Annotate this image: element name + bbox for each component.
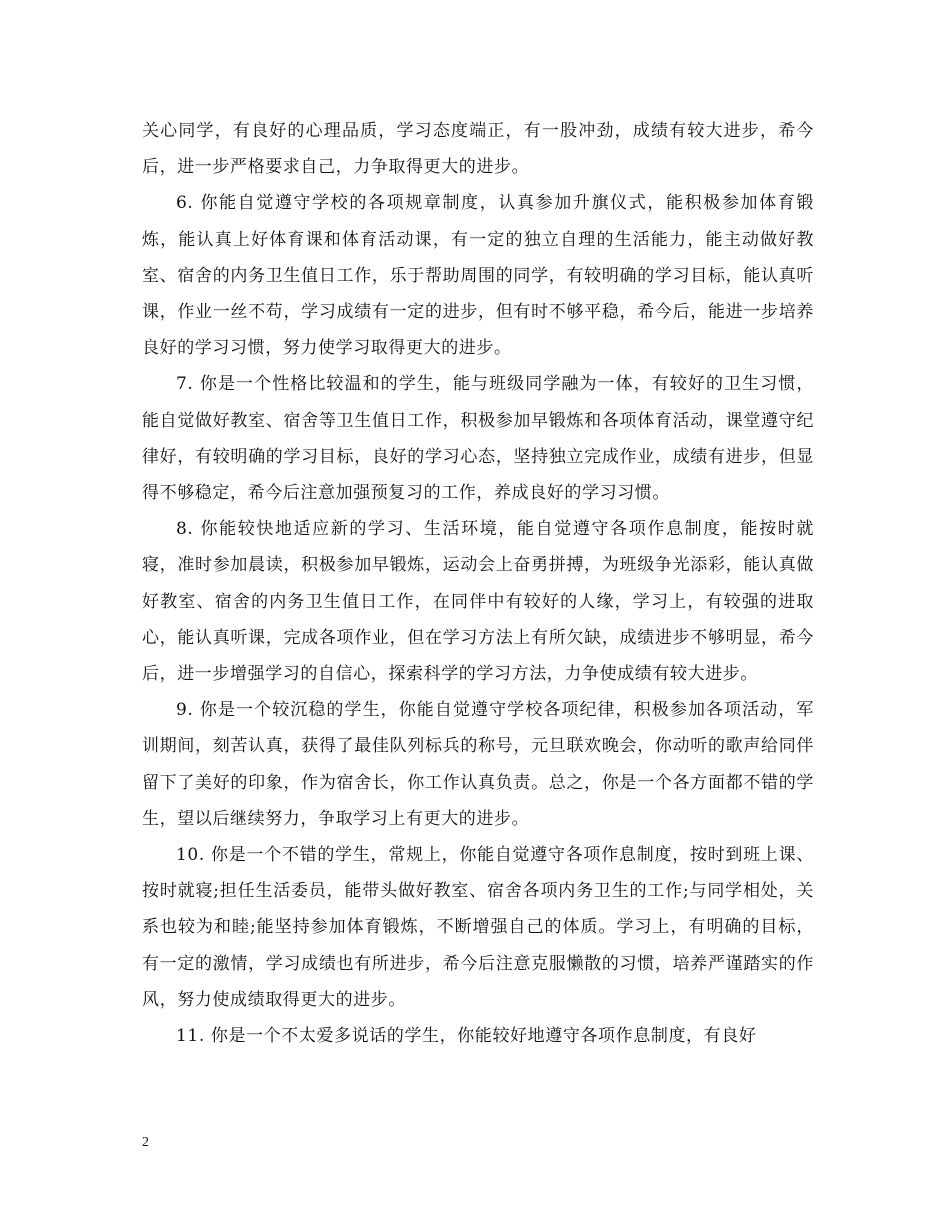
paragraph-item-7: 7. 你是一个性格比较温和的学生，能与班级同学融为一体，有较好的卫生习惯，能自觉做好教室、宿舍等卫生值日工作，积极参加早锻炼和各项体育活动，课堂遵守纪律好，有较明确的学习目标，良好的学习心态，坚持独立完成作业，成绩有进步，但显得不够稳定，希今后注意加强预复习的工作，养成良好的学习习惯。 [142,374,814,504]
paragraph-item-6: 6. 你能自觉遵守学校的各项规章制度，认真参加升旗仪式，能积极参加体育锻炼，能认真上好体育课和体育活动课，有一定的独立自理的生活能力，能主动做好教室、宿舍的内务卫生值日工作，乐于帮助周围的同学，有较明确的学习目标，能认真听课，作业一丝不苟，学习成绩有一定的进步，但有时不够平稳，希今后，能进一步培养良好的学习习惯，努力使学习取得更大的进步。 [142,193,814,359]
paragraph-item-8: 8. 你能较快地适应新的学习、生活环境，能自觉遵守各项作息制度，能按时就寝，准时参加晨读，积极参加早锻炼，运动会上奋勇拼搏，为班级争光添彩，能认真做好教室、宿舍的内务卫生值日工作，在同伴中有较好的人缘，学习上，有较强的进取心，能认真听课，完成各项作业，但在学习方法上有所欠缺，成绩进步不够明显，希今后，进一步增强学习的自信心，探索科学的学习方法，力争使成绩有较大进步。 [142,519,814,685]
paragraph-continuation: 关心同学，有良好的心理品质，学习态度端正，有一股冲劲，成绩有较大进步，希今后，进一步严格要求自己，力争取得更大的进步。 [142,121,814,178]
paragraph-item-11: 11. 你是一个不太爱多说话的学生，你能较好地遵守各项作息制度，有良好 [176,1026,757,1047]
page-number: 2 [142,1135,149,1150]
paragraph-item-10: 10. 你是一个不错的学生，常规上，你能自觉遵守各项作息制度，按时到班上课、按时就寝;担任生活委员，能带头做好教室、宿舍各项内务卫生的工作;与同学相处，关系也较为和睦;能坚持参加体育锻炼，不断增强自己的体质。学习上，有明确的目标，有一定的激情，学习成绩也有所进步，希今后注意克服懒散的习惯，培养严谨踏实的作风，努力使成绩取得更大的进步。 [142,845,814,1010]
document-body [142,113,814,1054]
paragraph-item-9: 9. 你是一个较沉稳的学生，你能自觉遵守学校各项纪律，积极参加各项活动，军训期间，刻苦认真，获得了最佳队列标兵的称号，元旦联欢晚会，你动听的歌声给同伴留下了美好的印象，作为宿舍长，你工作认真负责。总之，你是一个各方面都不错的学生，望以后继续努力，争取学习上有更大的进步。 [142,700,814,829]
